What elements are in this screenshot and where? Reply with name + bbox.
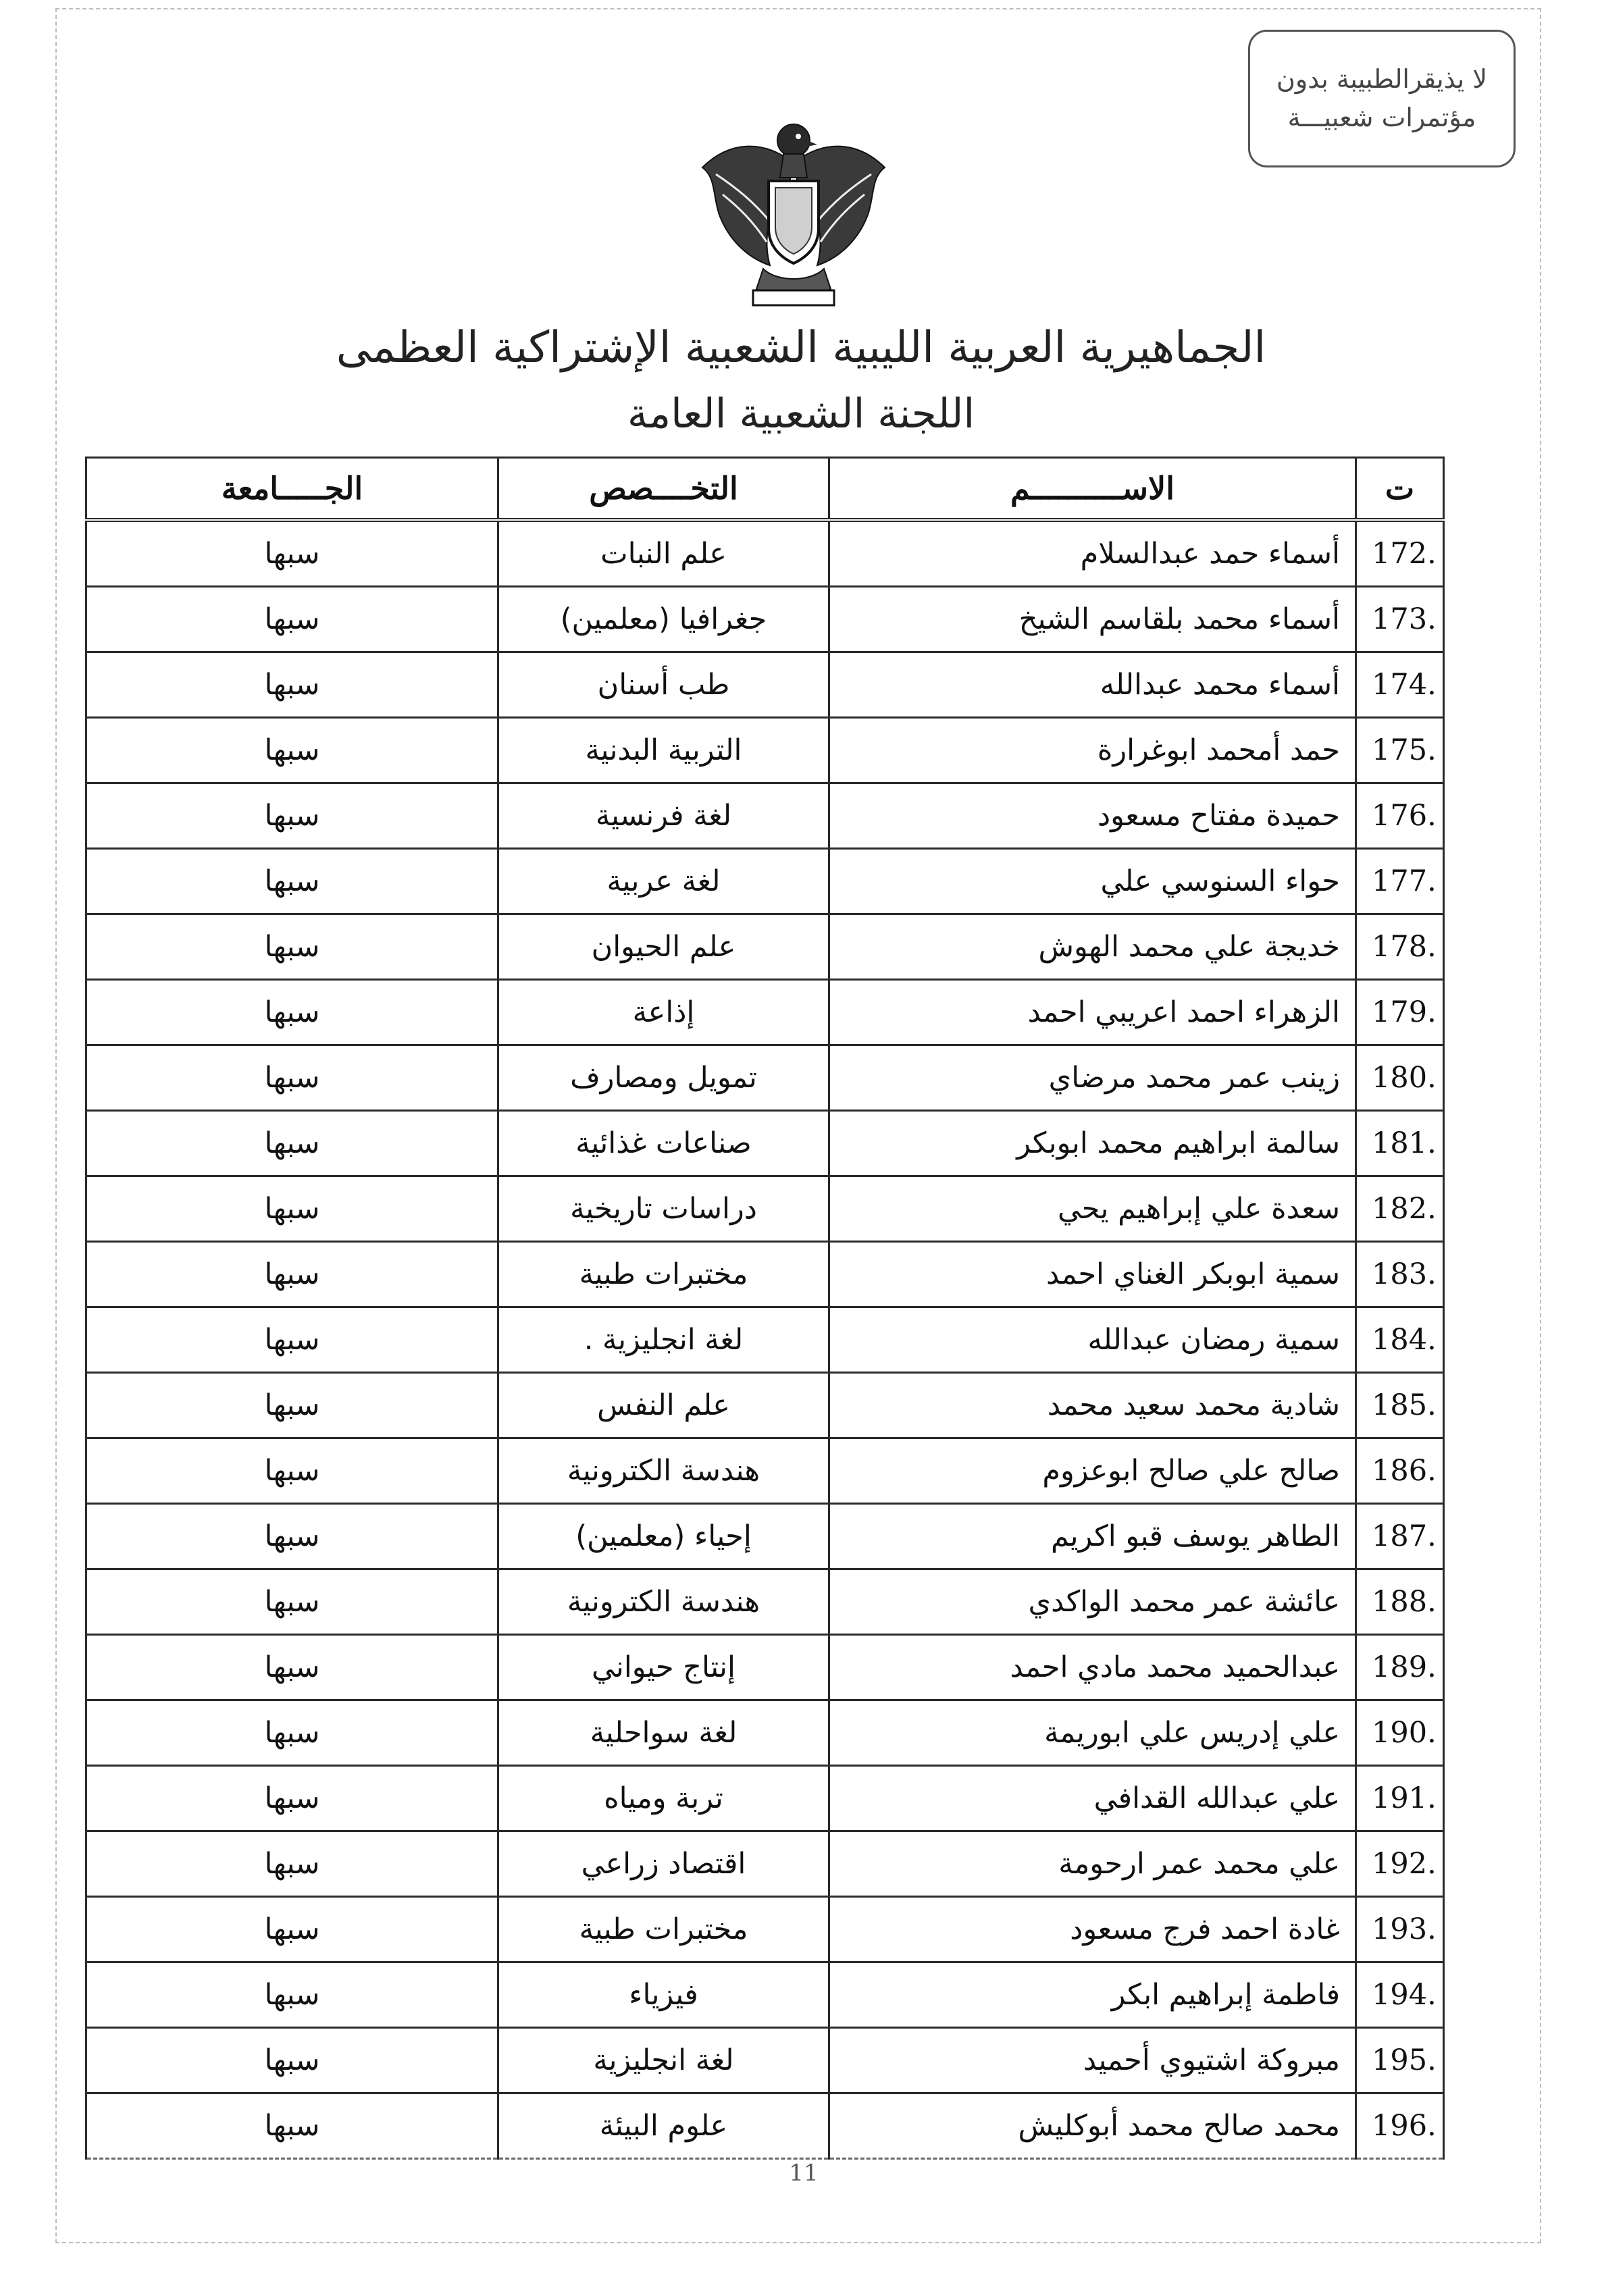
row-university: سبها (86, 718, 498, 783)
row-number: 174. (1356, 652, 1444, 718)
table-row (86, 849, 1444, 914)
row-number: 182. (1356, 1176, 1444, 1242)
row-number: 196. (1356, 2093, 1444, 2159)
row-number: 190. (1356, 1700, 1444, 1766)
row-university: سبها (86, 1831, 498, 1897)
row-university: سبها (86, 1700, 498, 1766)
table-header-row (86, 458, 1444, 521)
row-specialty: لغة انجليزية . (498, 1307, 829, 1373)
table-row (86, 1700, 1444, 1766)
row-number: 187. (1356, 1504, 1444, 1569)
row-specialty: لغة عربية (498, 849, 829, 914)
table-row (86, 587, 1444, 652)
row-specialty: طب أسنان (498, 652, 829, 718)
row-university: سبها (86, 1176, 498, 1242)
row-specialty: علم النفس (498, 1373, 829, 1438)
row-specialty: هندسة الكترونية (498, 1438, 829, 1504)
row-number: 195. (1356, 2028, 1444, 2093)
row-university: سبها (86, 2093, 498, 2159)
row-name: شادية محمد سعيد محمد (829, 1373, 1356, 1438)
row-specialty: إنتاج حيواني (498, 1635, 829, 1700)
student-roster-table (85, 456, 1445, 2160)
table-row (86, 1242, 1444, 1307)
column-header-specialty: التخــــصص (498, 458, 829, 521)
row-university: سبها (86, 2028, 498, 2093)
row-number: 179. (1356, 980, 1444, 1045)
row-university: سبها (86, 1242, 498, 1307)
row-specialty: علم النبات (498, 520, 829, 587)
row-number: 191. (1356, 1766, 1444, 1831)
row-number: 186. (1356, 1438, 1444, 1504)
table-row (86, 520, 1444, 587)
row-specialty: اقتصاد زراعي (498, 1831, 829, 1897)
column-header-name: الاســــــــــم (829, 458, 1356, 521)
table-row (86, 1766, 1444, 1831)
row-name: حميدة مفتاح مسعود (829, 783, 1356, 849)
table-row (86, 1569, 1444, 1635)
row-name: حواء السنوسي علي (829, 849, 1356, 914)
table-row (86, 1831, 1444, 1897)
row-university: سبها (86, 1766, 498, 1831)
table-row (86, 1504, 1444, 1569)
row-number: 192. (1356, 1831, 1444, 1897)
table-row (86, 2093, 1444, 2159)
row-specialty: دراسات تاريخية (498, 1176, 829, 1242)
row-name: مبروكة اشتيوي أحميد (829, 2028, 1356, 2093)
row-university: سبها (86, 520, 498, 587)
row-specialty: لغة فرنسية (498, 783, 829, 849)
row-university: سبها (86, 783, 498, 849)
row-name: أسماء حمد عبدالسلام (829, 520, 1356, 587)
row-university: سبها (86, 1307, 498, 1373)
row-university: سبها (86, 1111, 498, 1176)
row-name: زينب عمر محمد مرضاي (829, 1045, 1356, 1111)
table-row (86, 1045, 1444, 1111)
row-number: 188. (1356, 1569, 1444, 1635)
row-university: سبها (86, 1897, 498, 1962)
row-number: 172. (1356, 520, 1444, 587)
table-row (86, 1438, 1444, 1504)
official-stamp (1248, 30, 1516, 167)
row-specialty: هندسة الكترونية (498, 1569, 829, 1635)
table-row (86, 1373, 1444, 1438)
row-specialty: إحياء (معلمين) (498, 1504, 829, 1569)
table-row (86, 1635, 1444, 1700)
row-number: 181. (1356, 1111, 1444, 1176)
row-number: 189. (1356, 1635, 1444, 1700)
table-row (86, 1897, 1444, 1962)
table-row (86, 1962, 1444, 2028)
row-university: سبها (86, 1045, 498, 1111)
row-name: خديجة علي محمد الهوش (829, 914, 1356, 980)
row-specialty: فيزياء (498, 1962, 829, 2028)
row-specialty: جغرافيا (معلمين) (498, 587, 829, 652)
row-name: محمد صالح محمد أبوكليش (829, 2093, 1356, 2159)
row-specialty: علوم البيئة (498, 2093, 829, 2159)
row-name: الزهراء احمد اعريبي احمد (829, 980, 1356, 1045)
row-specialty: علم الحيوان (498, 914, 829, 980)
row-name: أسماء محمد بلقاسم الشيخ (829, 587, 1356, 652)
row-university: سبها (86, 914, 498, 980)
row-university: سبها (86, 1438, 498, 1504)
header-subtitle: اللجنة الشعبية العامة (627, 390, 975, 438)
row-number: 185. (1356, 1373, 1444, 1438)
stamp-line-2: مؤتمرات شعبيـــة (1287, 103, 1476, 132)
table-row (86, 718, 1444, 783)
row-name: فاطمة إبراهيم ابكر (829, 1962, 1356, 2028)
row-number: 176. (1356, 783, 1444, 849)
row-university: سبها (86, 980, 498, 1045)
row-university: سبها (86, 587, 498, 652)
row-specialty: تربة ومياه (498, 1766, 829, 1831)
table-row (86, 1111, 1444, 1176)
row-specialty: مختبرات طبية (498, 1897, 829, 1962)
row-university: سبها (86, 1635, 498, 1700)
table-row (86, 980, 1444, 1045)
row-name: علي محمد عمر ارحومة (829, 1831, 1356, 1897)
row-number: 194. (1356, 1962, 1444, 2028)
column-header-number: ت (1356, 458, 1444, 521)
row-number: 193. (1356, 1897, 1444, 1962)
eagle-emblem-icon (689, 113, 898, 316)
row-name: صالح علي صالح ابوعزوم (829, 1438, 1356, 1504)
row-name: غادة احمد فرج مسعود (829, 1897, 1356, 1962)
table-row (86, 652, 1444, 718)
row-number: 175. (1356, 718, 1444, 783)
row-number: 173. (1356, 587, 1444, 652)
row-name: سمية رمضان عبدالله (829, 1307, 1356, 1373)
table-row (86, 1176, 1444, 1242)
row-specialty: لغة انجليزية (498, 2028, 829, 2093)
row-specialty: صناعات غذائية (498, 1111, 829, 1176)
row-number: 183. (1356, 1242, 1444, 1307)
row-name: عبدالحميد محمد مادي احمد (829, 1635, 1356, 1700)
row-university: سبها (86, 1569, 498, 1635)
row-name: علي عبدالله القدافي (829, 1766, 1356, 1831)
row-name: عائشة عمر محمد الواكدي (829, 1569, 1356, 1635)
row-name: سالمة ابراهيم محمد ابوبكر (829, 1111, 1356, 1176)
table-body (86, 520, 1444, 2159)
row-specialty: مختبرات طبية (498, 1242, 829, 1307)
row-name: سمية ابوبكر الغناي احمد (829, 1242, 1356, 1307)
row-university: سبها (86, 1962, 498, 2028)
row-university: سبها (86, 652, 498, 718)
row-university: سبها (86, 849, 498, 914)
row-name: سعدة علي إبراهيم يحي (829, 1176, 1356, 1242)
row-name: علي إدريس علي ابوريمة (829, 1700, 1356, 1766)
row-number: 180. (1356, 1045, 1444, 1111)
row-name: حمد أمحمد ابوغرارة (829, 718, 1356, 783)
table-row (86, 783, 1444, 849)
row-number: 184. (1356, 1307, 1444, 1373)
table-row (86, 2028, 1444, 2093)
row-name: أسماء محمد عبدالله (829, 652, 1356, 718)
row-specialty: لغة سواحلية (498, 1700, 829, 1766)
row-specialty: تمويل ومصارف (498, 1045, 829, 1111)
row-specialty: إذاعة (498, 980, 829, 1045)
row-university: سبها (86, 1504, 498, 1569)
row-number: 178. (1356, 914, 1444, 980)
column-header-university: الجـــــامعة (86, 458, 498, 521)
row-number: 177. (1356, 849, 1444, 914)
header-title: الجماهيرية العربية الليبية الشعبية الإشتراكية العظمى (336, 323, 1266, 373)
row-name: الطاهر يوسف قبو اكريم (829, 1504, 1356, 1569)
row-university: سبها (86, 1373, 498, 1438)
table-row (86, 914, 1444, 980)
table-row (86, 1307, 1444, 1373)
page-number: 11 (789, 2160, 819, 2187)
stamp-line-1: لا يذيقرالطبيبة بدون (1276, 64, 1487, 94)
row-specialty: التربية البدنية (498, 718, 829, 783)
